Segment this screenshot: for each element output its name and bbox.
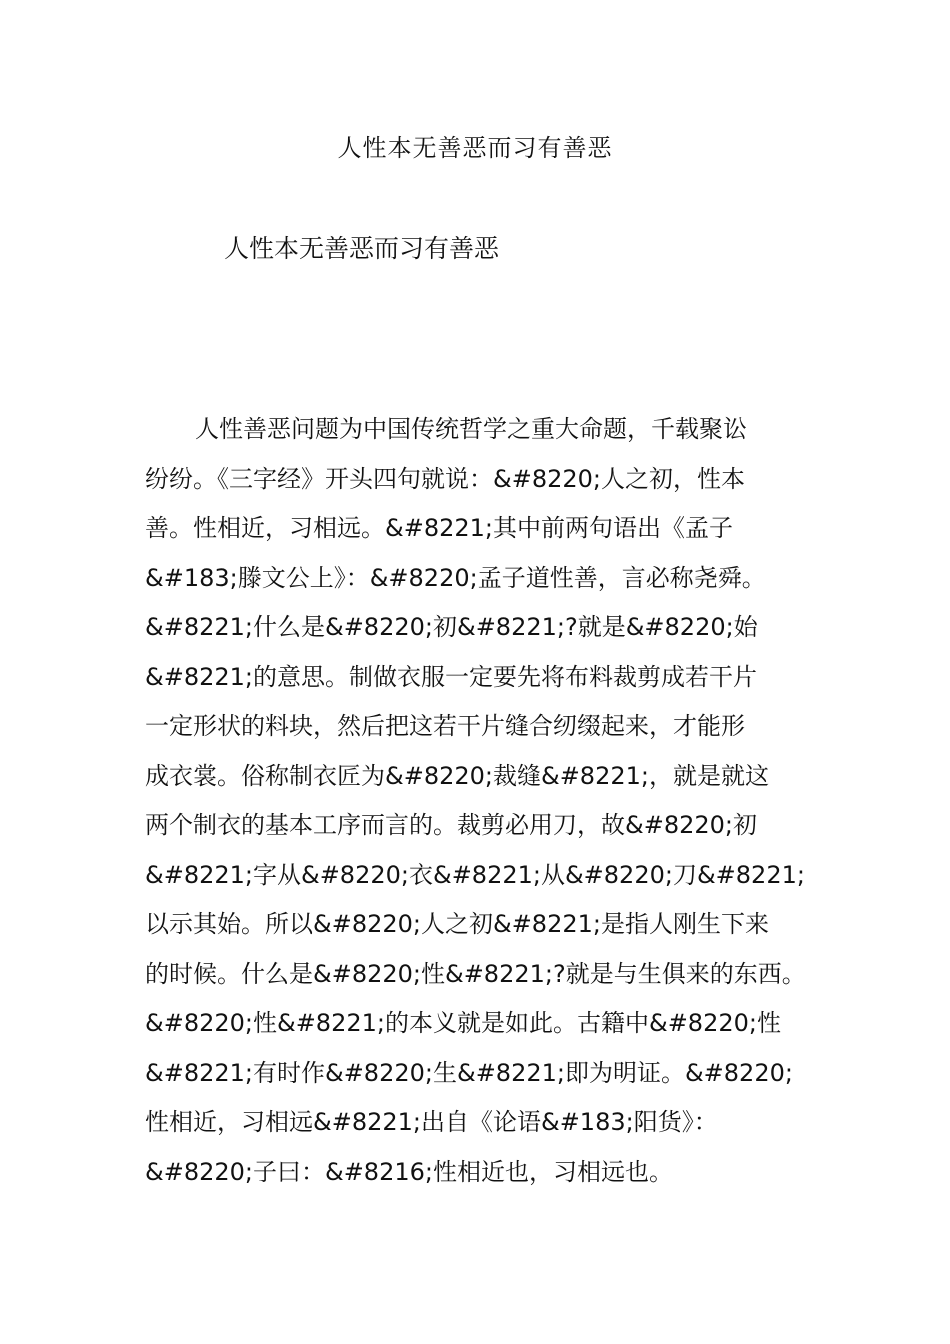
paragraph-line: 纷纷。《三字经》开头四句就说：&#8220;人之初，性本 bbox=[145, 464, 745, 493]
paragraph-line: &#8221;的意思。制做衣服一定要先将布料裁剪成若干片 bbox=[145, 662, 757, 691]
paragraph-line: 成衣裳。俗称制衣匠为&#8220;裁缝&#8221;，就是就这 bbox=[145, 761, 769, 790]
paragraph-line: &#8221;字从&#8220;衣&#8221;从&#8220;刀&#8221; bbox=[145, 860, 805, 889]
paragraph-line: &#183;滕文公上》：&#8220;孟子道性善，言必称尧舜。 bbox=[145, 563, 766, 592]
paragraph-line: &#8220;子曰：&#8216;性相近也，习相远也。 bbox=[145, 1157, 673, 1186]
paragraph-line: &#8221;什么是&#8220;初&#8221;?就是&#8220;始 bbox=[145, 613, 758, 641]
paragraph-line: 以示其始。所以&#8220;人之初&#8221;是指人刚生下来 bbox=[145, 910, 769, 938]
page-header-title: 人性本无善恶而习有善恶 bbox=[337, 134, 613, 162]
paragraph-line: 一定形状的料块，然后把这若干片缝合纫缀起来，才能形 bbox=[145, 712, 745, 740]
paragraph-line: 善。性相近，习相远。&#8221;其中前两句语出《孟子 bbox=[145, 514, 733, 542]
paragraph-line: 的时候。什么是&#8220;性&#8221;?就是与生俱来的东西。 bbox=[145, 959, 806, 988]
paragraph-line: 人性善恶问题为中国传统哲学之重大命题，千载聚讼 bbox=[195, 415, 747, 443]
paragraph-line: 两个制衣的基本工序而言的。裁剪必用刀，故&#8220;初 bbox=[145, 811, 757, 839]
body-paragraph bbox=[145, 405, 825, 1197]
paragraph-line: &#8221;有时作&#8220;生&#8221;即为明证。&#8220; bbox=[145, 1058, 793, 1087]
paragraph-line: &#8220;性&#8221;的本义就是如此。古籍中&#8220;性 bbox=[145, 1009, 781, 1037]
document-title: 人性本无善恶而习有善恶 bbox=[224, 234, 500, 263]
paragraph-line: 性相近，习相远&#8221;出自《论语&#183;阳货》： bbox=[145, 1108, 718, 1136]
